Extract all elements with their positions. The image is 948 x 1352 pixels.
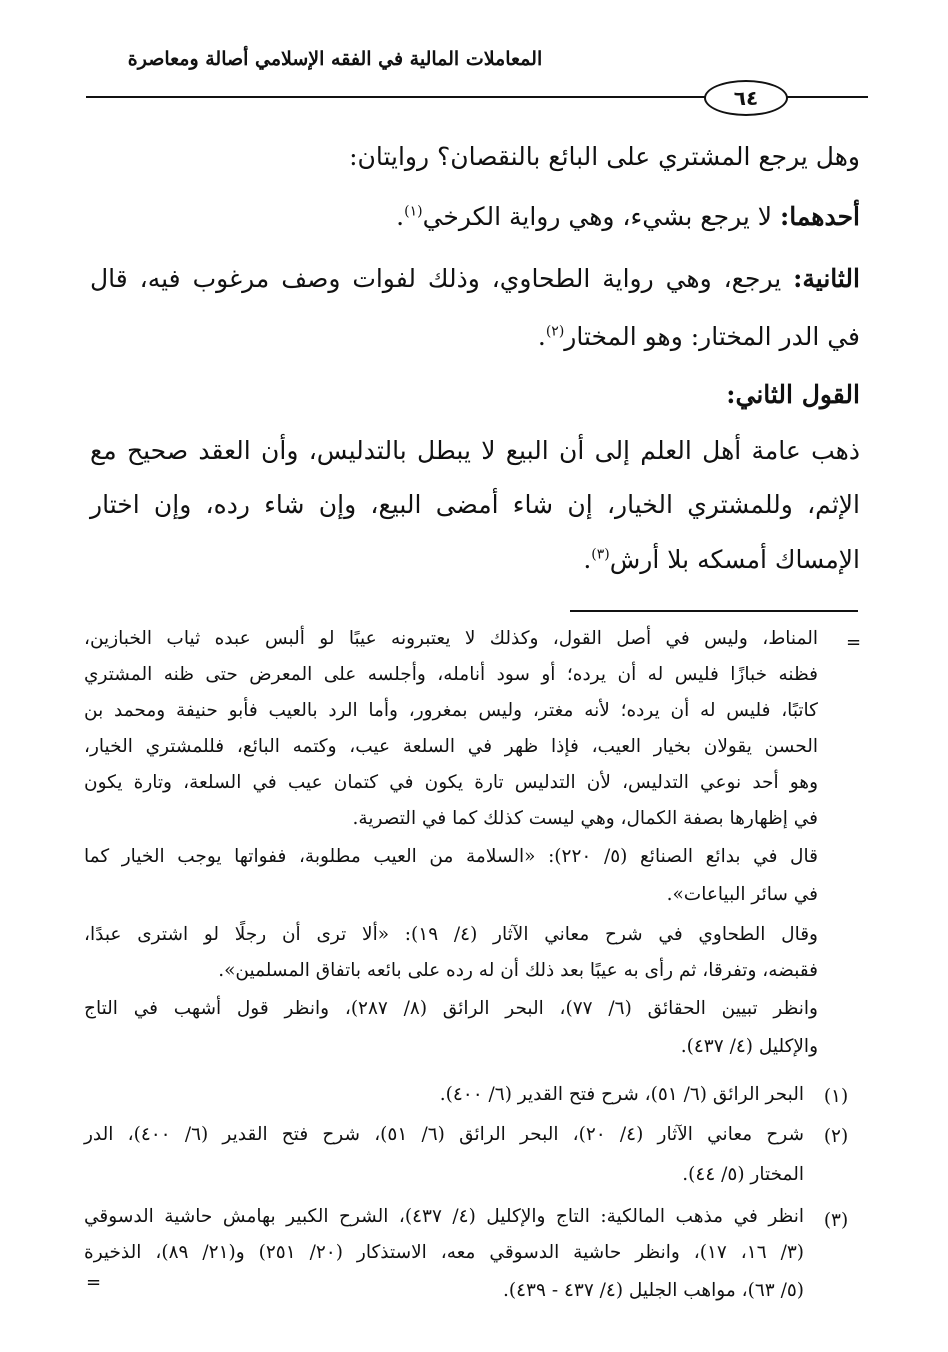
page-end-mark: = bbox=[86, 1272, 102, 1293]
footnote-cont-line: فظنه خبازًا فليس له أن يرده؛ أو سود أنامله، وأجلسه على المعرض حتى ظنه المشتري bbox=[84, 664, 818, 685]
footnote-2-line: شرح معاني الآثار (٤/ ٢٠)، البحر الرائق (٦/ ٥١)، شرح فتح القدير (٦/ ٤٠٠)، الدر bbox=[84, 1124, 805, 1145]
footnote-2-line: المختار (٥/ ٤٤). bbox=[682, 1164, 804, 1185]
footnote-ref-1: (١) bbox=[404, 203, 423, 220]
footnote-1-line: البحر الرائق (٦/ ٥١)، شرح فتح القدير (٦/ ٤٠٠). bbox=[439, 1084, 804, 1105]
paragraph-question bbox=[90, 142, 860, 171]
section-heading: القول الثاني: bbox=[726, 380, 860, 409]
first-narration-text: لا يرجع بشيء، وهي رواية الكرخي bbox=[422, 202, 773, 231]
footnote-3-line: (٣/ ١٦، ١٧)، وانظر حاشية الدسوقي معه، الاستذكار (٢٠/ ٢٥١) و(٢١/ ٨٩)، الذخيرة bbox=[84, 1242, 805, 1263]
second-view-end: . bbox=[583, 545, 592, 574]
paragraph-second-view-line3 bbox=[90, 545, 860, 574]
second-view-text-3: الإمساك أمسكه بلا أرش bbox=[609, 545, 860, 574]
footnote-cont-line: والإكليل (٤/ ٤٣٧). bbox=[680, 1036, 818, 1057]
footnote-marker-3: (٣) bbox=[823, 1210, 849, 1231]
footnote-cont-line: كاتبًا، فليس له أن يرده؛ لأنه مغتر، وليس بمغرور، وأما الرد بالعيب فأبو حنيفة ومحمد بن bbox=[84, 700, 818, 721]
first-narration-label: أحدهما: bbox=[779, 202, 860, 231]
footnote-cont-line: وهو أحد نوعي التدليس، لأن التدليس تارة يكون في كتمان عيب في السلعة، وتارة يكون bbox=[84, 772, 818, 793]
paragraph-first-narration bbox=[90, 202, 860, 231]
second-narration-label: الثانية: bbox=[793, 264, 860, 293]
footnote-3-line: (٥/ ٦٣)، مواهب الجليل (٤/ ٤٣٧ - ٤٣٩). bbox=[503, 1280, 804, 1301]
page-number: ٦٤ bbox=[704, 80, 788, 116]
footnote-cont-line: قال في بدائع الصنائع (٥/ ٢٢٠): «السلامة من العيب مطلوبة، ففواتها يوجب الخيار كما bbox=[84, 846, 818, 867]
paragraph-second-narration-line1 bbox=[90, 264, 860, 293]
footnote-ref-3: (٣) bbox=[591, 546, 610, 563]
paragraph-second-narration-line2 bbox=[90, 322, 860, 351]
footnote-3-line: انظر في مذهب المالكية: التاج والإكليل (٤/ ٤٣٧)، الشرح الكبير بهامش حاشية الدسوقي bbox=[84, 1206, 804, 1227]
footnote-marker-1: (١) bbox=[823, 1086, 849, 1107]
paragraph-second-view-line2: الإثم، وللمشتري الخيار، إن شاء أمضى البيع، وإن شاء رده، وإن اختار bbox=[90, 490, 860, 519]
footnote-marker-2: (٢) bbox=[823, 1126, 849, 1147]
footnote-cont-line: الحسن يقولان بخيار العيب، فإذا ظهر في السلعة عيب، وكتمه البائع، فللمشتري الخيار، bbox=[84, 736, 818, 757]
footnote-cont-line: في سائر البياعات». bbox=[666, 884, 818, 905]
footnote-cont-line: وقال الطحاوي في شرح معاني الآثار (٤/ ١٩): «ألا ترى أن رجلًا لو اشترى عبدًا، bbox=[84, 924, 818, 945]
paragraph-second-view-line1: ذهب عامة أهل العلم إلى أن البيع لا يبطل بالتدليس، وأن العقد صحيح مع bbox=[90, 436, 860, 465]
footnote-cont-line: في إظهارها بصفة الكمال، وهي ليست كذلك كما في التصرية. bbox=[352, 808, 818, 829]
footnote-ref-2: (٢) bbox=[545, 323, 565, 340]
footnote-cont-line: المناط، وليس في أصل القول، وكذلك لا يعتبرونه عيبًا لو ألبس عبده ثياب الخبازين، bbox=[84, 628, 818, 649]
footnote-cont-line: فقبضه، وتفرقا، ثم رأى به عيبًا بعد ذلك أن له رده على بائعه باتفاق المسلمين». bbox=[218, 960, 818, 981]
question-text: وهل يرجع المشتري على البائع بالنقصان؟ روايتان: bbox=[349, 142, 860, 171]
second-narration-end: . bbox=[537, 322, 546, 351]
second-narration-text-2: في الدر المختار: وهو المختار bbox=[564, 322, 860, 351]
first-narration-end: . bbox=[396, 202, 405, 231]
running-head-title: المعاملات المالية في الفقه الإسلامي أصالة ومعاصرة bbox=[127, 48, 543, 70]
continuation-mark: = bbox=[846, 632, 862, 653]
footnote-cont-line: وانظر تبيين الحقائق (٦/ ٧٧)، البحر الرائق (٨/ ٢٨٧)، وانظر قول أشهب في التاج bbox=[84, 998, 818, 1019]
footnote-separator bbox=[570, 610, 858, 612]
second-narration-text: يرجع، وهي رواية الطحاوي، وذلك لفوات وصف مرغوب فيه، قال bbox=[90, 264, 782, 293]
